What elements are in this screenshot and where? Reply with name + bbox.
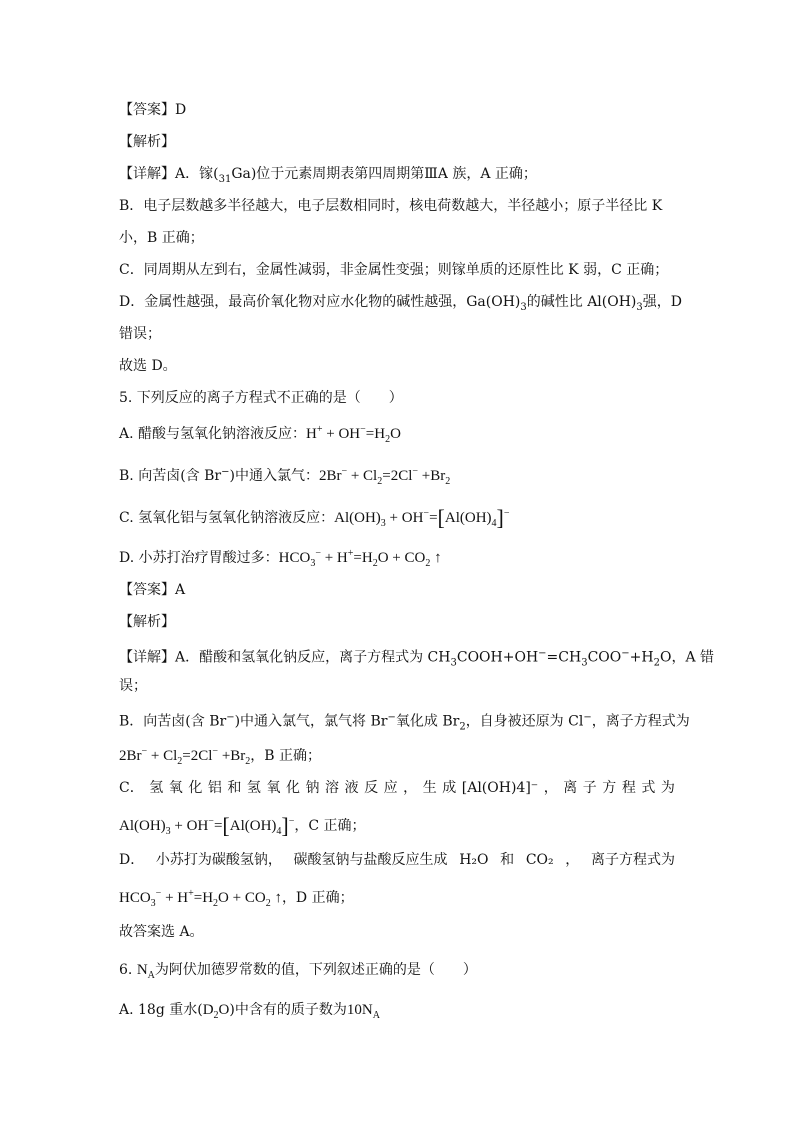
q5-detail-d1: D． 小苏打为碳酸氢钠， 碳酸氢钠与盐酸反应生成 H₂O 和 CO₂ ， 离子方程式为 xyxy=(119,852,675,868)
q6-stem: 6. $N_A$为阿伏加德罗常数的值，下列叙述正确的是（ ） xyxy=(119,962,477,981)
q4-detail-d2: 错误； xyxy=(119,326,161,342)
q5-detail-a2: 误； xyxy=(119,678,147,694)
q4-detail-a: 【详解】A．镓$(_{31}Ga)$位于元素周期表第四周期第ⅢA 族，A 正确； xyxy=(119,166,537,185)
q5-detail-b2: $2Br^- + Cl_2=2Cl^- +Br_2$，B 正确； xyxy=(119,746,322,767)
q5-analysis-label: 【解析】 xyxy=(119,614,175,630)
q5-detail-c1: C． 氢 氧 化 铝 和 氢 氧 化 钠 溶 液 反 应 ， 生 成 [Al(OH)4]⁻ ， 离 子 方 程 式 为 xyxy=(119,780,675,796)
q4-detail-b1: B．电子层数越多半径越大，电子层数相同时，核电荷数越大，半径越小；原子半径比 K xyxy=(119,198,663,214)
q4-detail-b2: 小，B 正确； xyxy=(119,230,204,246)
q5-option-d: D. 小苏打治疗胃酸过多：$HCO_3^- + H^+=H_2O + CO_2$ ↑ xyxy=(119,548,442,569)
q5-answer: 【答案】A xyxy=(119,582,186,598)
q5-detail-b1: B．向苦卤(含 Br−)中通入氯气，氯气将 Br−氧化成 $Br_2$，自身被还原为 Cl−，离子方程式为 xyxy=(119,712,690,733)
q6-option-a: A. 18g 重水$(D_2O)$中含有的质子数为$10N_A$ xyxy=(119,1002,380,1021)
q4-answer: 【答案】D xyxy=(119,102,187,118)
q5-detail-d2: $HCO_3^- + H^+=H_2O + CO_2$ ↑，D 正确； xyxy=(119,888,354,909)
q5-detail-a1: 【详解】A．醋酸和氢氧化钠反应，离子方程式为 $CH_3COOH+OH^-=CH_3COO^-+H_2O$，A 错 xyxy=(119,648,715,669)
q5-stem: 5. 下列反应的离子方程式不正确的是（ ） xyxy=(119,390,403,406)
q5-detail-c2: $Al(OH)_3 + OH^-=[Al(OH)_4]^-$，C 正确； xyxy=(119,813,366,838)
q4-analysis-label: 【解析】 xyxy=(119,134,175,150)
q4-detail-d1: D．金属性越强，最高价氧化物对应水化物的碱性越强，$Ga(OH)_3$的碱性比 $Al(OH)_3$强，D xyxy=(119,294,683,313)
q4-detail-c: C．同周期从左到右，金属性减弱，非金属性变强；则镓单质的还原性比 K 弱，C 正确； xyxy=(119,262,669,278)
q5-conclusion: 故答案选 A。 xyxy=(119,924,204,940)
q4-conclusion: 故选 D。 xyxy=(119,358,177,374)
q5-option-a: A. 醋酸与氢氧化钠溶液反应：$H^+ + OH^-=H_2O$ xyxy=(119,424,401,445)
q5-option-c: C. 氢氧化铝与氢氧化钠溶液反应：$Al(OH)_3 + OH^-=[Al(OH)_4]^-$ xyxy=(119,505,510,530)
q5-option-b: B. 向苦卤(含 Br−)中通入氯气：$2Br^- + Cl_2=2Cl^- +Br_2$ xyxy=(119,466,451,487)
